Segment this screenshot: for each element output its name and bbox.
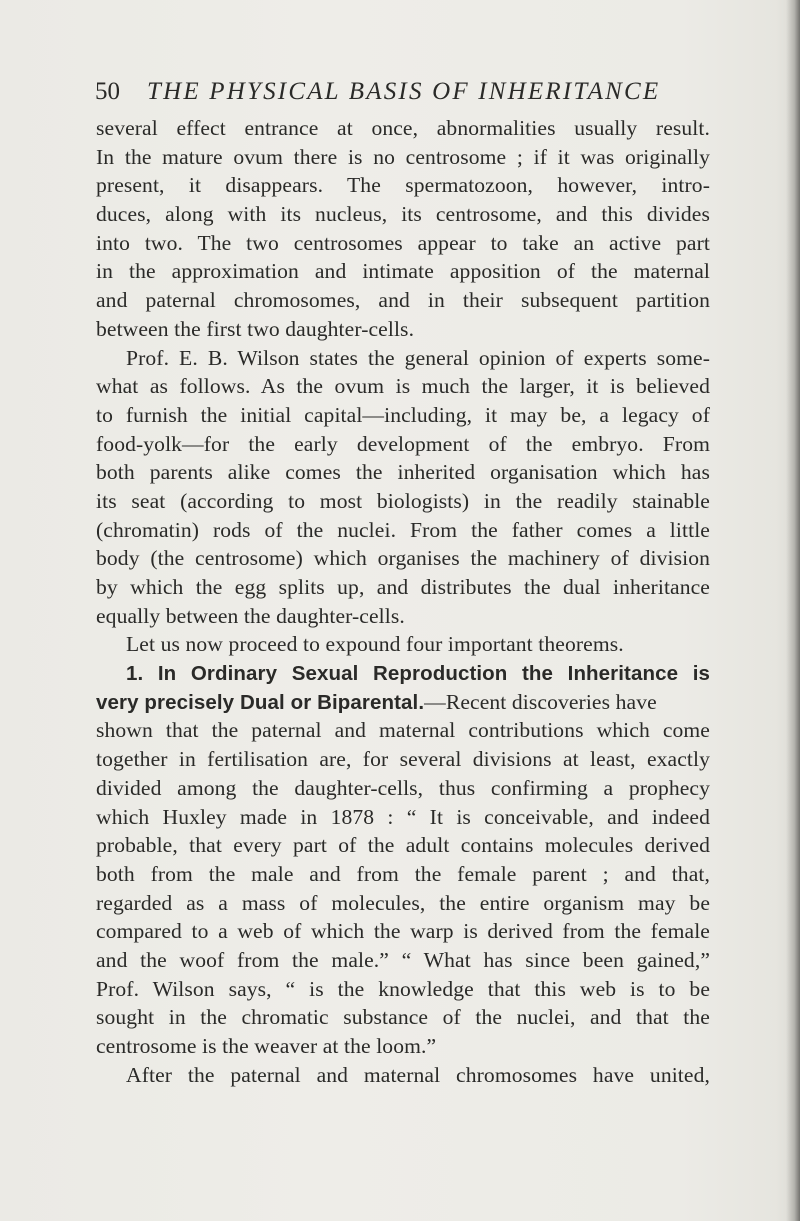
text-line: what as follows. As the ovum is much the larger, it is believed	[96, 374, 710, 399]
running-head	[95, 76, 715, 108]
text-line: its seat (according to most biologists) in the readily stainable	[96, 488, 710, 513]
text-line: and paternal chromosomes, and in their subsequent partition	[96, 288, 710, 313]
paragraph-start: After the paternal and maternal chromosomes have united,	[126, 1062, 710, 1087]
paragraph-start: Prof. E. B. Wilson states the general opinion of experts some-	[126, 345, 710, 370]
text-line: sought in the chromatic substance of the nuclei, and that the	[96, 1005, 710, 1030]
theorem-heading-continued: very precisely Dual or Biparental.	[96, 690, 425, 714]
text-line: duces, along with its nucleus, its centrosome, and this divides	[96, 202, 710, 227]
text-line: both parents alike comes the inherited organisation which has	[96, 460, 710, 485]
text-line: equally between the daughter-cells.	[96, 603, 405, 628]
body-text	[96, 114, 710, 1089]
text-line	[96, 688, 710, 717]
text-line: (chromatin) rods of the nuclei. From the father comes a little	[96, 517, 710, 542]
text-line: in the approximation and intimate apposition of the maternal	[96, 259, 710, 284]
text-line: between the first two daughter-cells.	[96, 316, 415, 341]
text-line: food-yolk—for the early development of the embryo. From	[96, 431, 710, 456]
text-line: body (the centrosome) which organises the machinery of division	[96, 546, 710, 571]
text-line: centrosome is the weaver at the loom.”	[96, 1034, 437, 1058]
text-line: probable, that every part of the adult contains molecules derived	[96, 833, 710, 858]
section-heading	[96, 659, 710, 688]
text-line: divided among the daughter-cells, thus confirming a prophecy	[96, 775, 710, 800]
text-line: present, it disappears. The spermatozoon, however, intro-	[96, 173, 710, 198]
text-line: shown that the paternal and maternal contributions which come	[96, 718, 710, 743]
text-line: and the woof from the male.” “ What has since been gained,”	[96, 947, 710, 972]
text-line: compared to a web of which the warp is derived from the female	[96, 919, 710, 944]
text-line: several effect entrance at once, abnormalities usually result.	[96, 116, 710, 140]
paragraph-start: Let us now proceed to expound four important theorems.	[126, 632, 624, 657]
page-number: 50	[95, 78, 120, 105]
text-line: which Huxley made in 1878 : “ It is conceivable, and indeed	[96, 804, 710, 829]
theorem-heading: 1. In Ordinary Sexual Reproduction the Inheritance is	[126, 662, 710, 686]
text-line: both from the male and from the female parent ; and that,	[96, 861, 710, 886]
page-edge-shadow	[786, 0, 800, 1221]
text-line: regarded as a mass of molecules, the entire organism may be	[96, 890, 710, 915]
running-title: THE PHYSICAL BASIS OF INHERITANCE	[147, 78, 661, 105]
text-run: —Recent discoveries have	[424, 689, 657, 714]
text-line: together in fertilisation are, for several divisions at least, exactly	[96, 747, 710, 772]
text-line: In the mature ovum there is no centrosome ; if it was originally	[96, 144, 710, 169]
text-line: into two. The two centrosomes appear to take an active part	[96, 230, 710, 255]
text-line: by which the egg splits up, and distributes the dual inheritance	[96, 575, 710, 599]
text-line: Prof. Wilson says, “ is the knowledge that this web is to be	[96, 976, 710, 1001]
text-line: to furnish the initial capital—including, it may be, a legacy of	[96, 402, 710, 427]
